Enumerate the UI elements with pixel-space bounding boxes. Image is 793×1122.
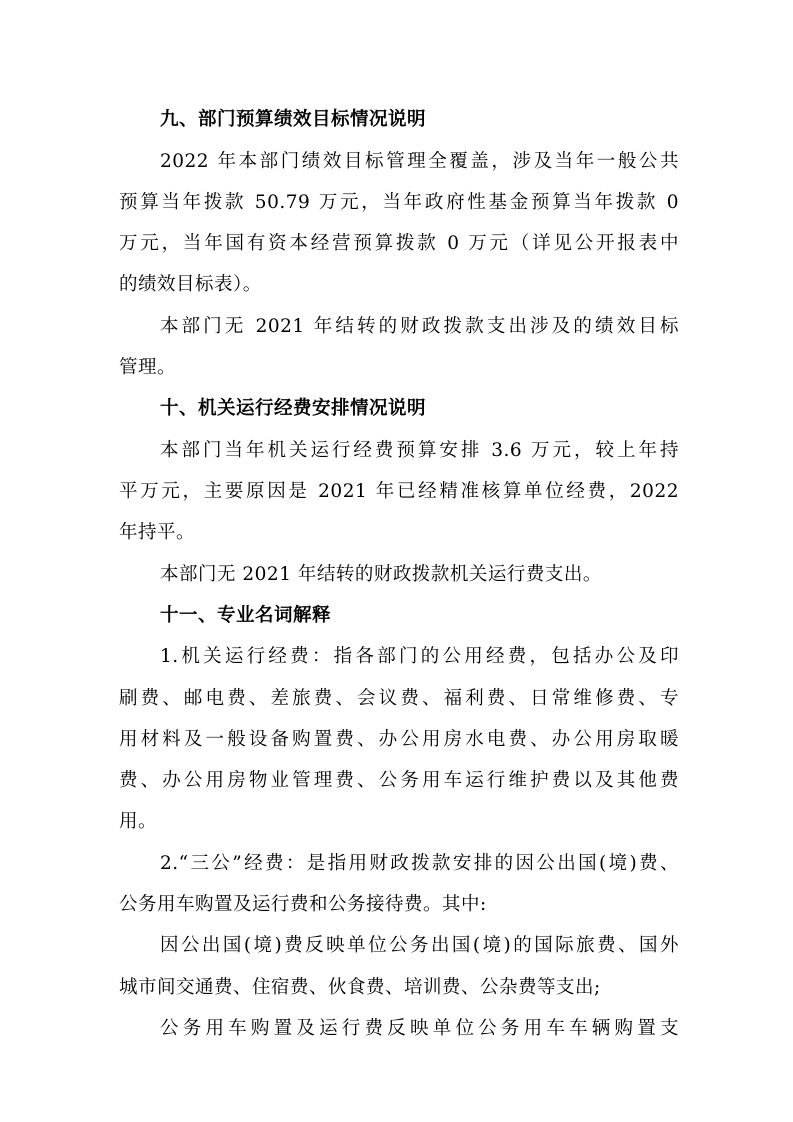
section-11-term-2-line-2: 公务用车购置及运行费和公务接待费。其中: (119, 894, 487, 915)
section-9-paragraph-2-line-1: 本部门无 2021 年结转的财政拨款支出涉及的绩效目标 (160, 316, 679, 337)
section-10-paragraph-1-line-3: 年持平。 (119, 522, 196, 543)
section-10-heading: 十、机关运行经费安排情况说明 (160, 398, 427, 419)
section-9-paragraph-1-line-2: 预算当年拨款 50.79 万元，当年政府性基金预算当年拨款 0 (119, 192, 679, 213)
section-11-term-2-detail-1-line-2: 城市间交通费、住宿费、伙食费、培训费、公杂费等支出; (119, 977, 601, 998)
section-11-heading: 十一、专业名词解释 (160, 605, 332, 626)
section-10-paragraph-1-line-2: 平万元，主要原因是 2021 年已经精准核算单位经费，2022 (119, 481, 679, 502)
section-10-paragraph-2-line-1: 本部门无 2021 年结转的财政拨款机关运行费支出。 (160, 564, 602, 585)
section-11-term-1-line-5: 用。 (119, 811, 158, 832)
section-9-heading: 九、部门预算绩效目标情况说明 (160, 109, 427, 130)
section-11-term-2-detail-2-line-1: 公务用车购置及运行费反映单位公务用车车辆购置支 (160, 1018, 679, 1039)
section-10-paragraph-1-line-1: 本部门当年机关运行经费预算安排 3.6 万元，较上年持 (160, 440, 679, 461)
section-11-term-2-detail-1-line-1: 因公出国(境)费反映单位公务出国(境)的国际旅费、国外 (160, 935, 679, 956)
section-11-term-1-line-1: 1.机关运行经费：指各部门的公用经费，包括办公及印 (160, 646, 679, 667)
section-9-paragraph-2-line-2: 管理。 (119, 357, 177, 378)
section-11-term-1-line-3: 用材料及一般设备购置费、办公用房水电费、办公用房取暖 (119, 729, 679, 750)
section-11-term-2-line-1: 2.“三公”经费：是指用财政拨款安排的因公出国(境)费、 (160, 853, 679, 874)
section-11-term-1-line-4: 费、办公用房物业管理费、公务用车运行维护费以及其他费 (119, 770, 679, 791)
section-9-paragraph-1-line-3: 万元，当年国有资本经营预算拨款 0 万元（详见公开报表中 (119, 233, 679, 254)
section-11-term-1-line-2: 刷费、邮电费、差旅费、会议费、福利费、日常维修费、专 (119, 688, 679, 709)
section-9-paragraph-1-line-4: 的绩效目标表）。 (119, 274, 262, 295)
section-9-paragraph-1-line-1: 2022 年本部门绩效目标管理全覆盖，涉及当年一般公共 (160, 151, 679, 172)
